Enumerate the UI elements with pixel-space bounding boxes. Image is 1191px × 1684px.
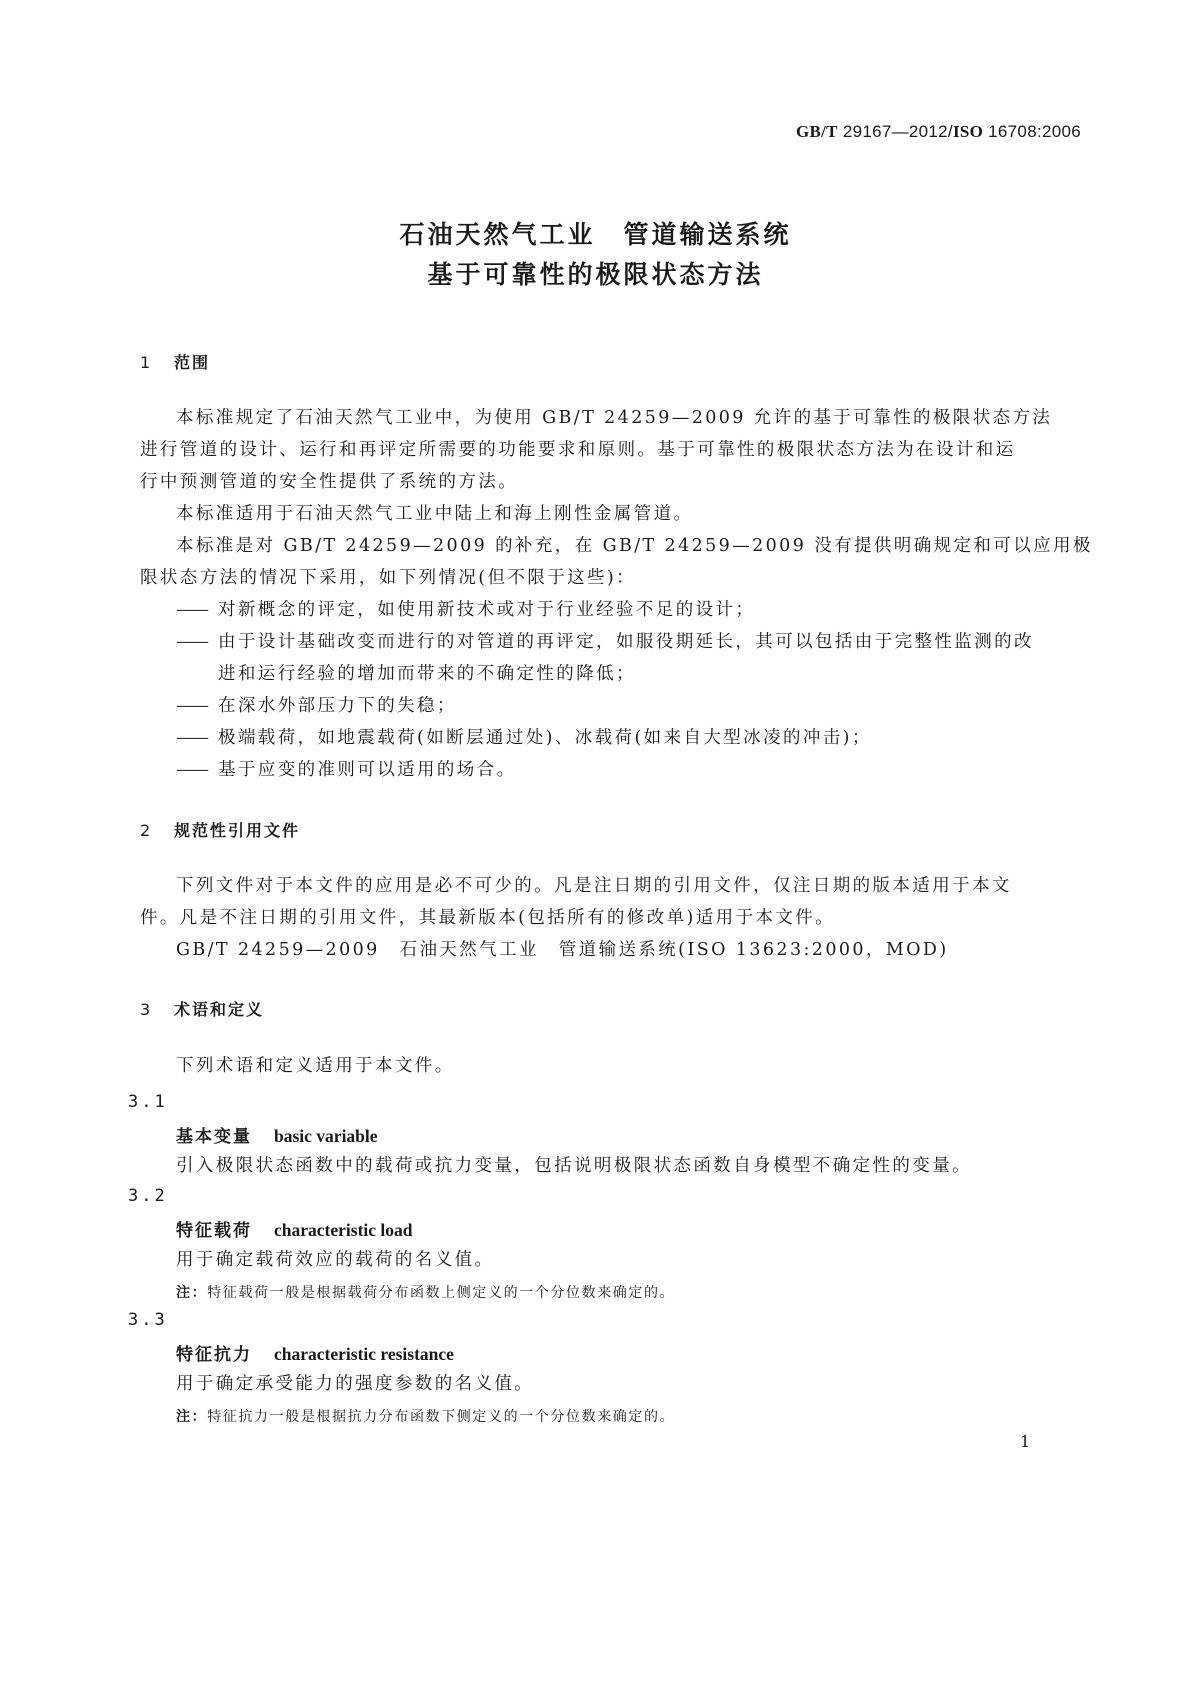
term-definition: 用于确定承受能力的强度参数的名义值。: [176, 1374, 535, 1394]
term-en: characteristic load: [274, 1220, 413, 1240]
paragraph-line: 本标准是对 GB/T 24259—2009 的补充，在 GB/T 24259—2009 没有提供明确规定和可以应用极: [176, 536, 1093, 556]
list-item: —— 由于设计基础改变而进行的对管道的再评定，如服役期延长，其可以包括由于完整性监测的改: [176, 626, 1034, 658]
term-heading: [176, 1122, 378, 1147]
term-number: 3.1: [128, 1092, 168, 1112]
normative-reference: GB/T 24259—2009 石油天然气工业 管道输送系统(ISO 13623:2000，MOD): [176, 940, 949, 960]
section-title: 范围: [174, 353, 211, 372]
document-title-line2: 基于可靠性的极限状态方法: [427, 260, 764, 289]
term-number: 3.2: [128, 1186, 168, 1206]
section-number: 1: [140, 353, 151, 372]
term-en: characteristic resistance: [274, 1344, 454, 1364]
note-label: 注：: [176, 1285, 208, 1301]
iso-number: 16708:2006: [988, 122, 1081, 141]
paragraph-line: 件。凡是不注日期的引用文件，其最新版本(包括所有的修改单)适用于本文件。: [140, 908, 836, 928]
term-zh: 基本变量: [176, 1127, 252, 1147]
paragraph-line: 本标准适用于石油天然气工业中陆上和海上刚性金属管道。: [176, 504, 694, 524]
section-number: 3: [140, 1000, 151, 1019]
paragraph-line: 进行管道的设计、运行和再评定所需要的功能要求和原则。基于可靠性的极限状态方法为在设计和运: [140, 440, 1016, 460]
section-title: 规范性引用文件: [174, 821, 301, 840]
dash-bullet: ——: [176, 632, 207, 652]
list-item: —— 基于应变的准则可以适用的场合。: [176, 754, 517, 786]
paragraph-line: 下列术语和定义适用于本文件。: [176, 1056, 455, 1076]
term-definition: 引入极限状态函数中的载荷或抗力变量，包括说明极限状态函数自身模型不确定性的变量。: [176, 1156, 972, 1176]
dash-bullet: ——: [176, 696, 207, 716]
list-item-continuation: 进和运行经验的增加而带来的不确定性的降低；: [218, 664, 636, 684]
paragraph-line: 限状态方法的情况下采用，如下列情况(但不限于这些)：: [140, 568, 637, 588]
section-heading-3: [140, 997, 264, 1020]
term-definition: 用于确定载荷效应的载荷的名义值。: [176, 1250, 495, 1270]
term-en: basic variable: [274, 1126, 378, 1146]
section-heading-2: [140, 818, 300, 841]
dash-bullet: ——: [176, 760, 207, 780]
term-zh: 特征抗力: [176, 1345, 252, 1365]
iso-prefix: ISO: [952, 122, 984, 141]
std-prefix: GB/T: [795, 122, 838, 141]
term-note: 注：特征载荷一般是根据载荷分布函数上侧定义的一个分位数来确定的。: [176, 1285, 676, 1301]
page-number: 1: [1020, 1432, 1031, 1451]
list-item: —— 在深水外部压力下的失稳；: [176, 690, 457, 722]
std-number: 29167—2012/: [842, 122, 953, 141]
term-note: 注：特征抗力一般是根据抗力分布函数下侧定义的一个分位数来确定的。: [176, 1409, 676, 1425]
term-heading: [176, 1216, 413, 1241]
term-heading: [176, 1340, 454, 1365]
dash-bullet: ——: [176, 600, 207, 620]
document-title-line1: 石油天然气工业 管道输送系统: [399, 220, 792, 249]
section-title: 术语和定义: [174, 1000, 265, 1019]
paragraph-line: 行中预测管道的安全性提供了系统的方法。: [140, 472, 519, 492]
paragraph-line: 下列文件对于本文件的应用是必不可少的。凡是注日期的引用文件，仅注日期的版本适用于本文: [176, 876, 1012, 896]
paragraph-line: 本标准规定了石油天然气工业中，为使用 GB/T 24259—2009 允许的基于可靠性的极限状态方法: [176, 408, 1053, 428]
term-number: 3.3: [128, 1310, 168, 1330]
list-item: —— 极端载荷，如地震载荷(如断层通过处)、冰载荷(如来自大型冰凌的冲击)；: [176, 722, 872, 754]
dash-bullet: ——: [176, 728, 207, 748]
standard-number-header: [796, 122, 1081, 142]
term-zh: 特征载荷: [176, 1221, 252, 1241]
section-number: 2: [140, 821, 151, 840]
section-heading-1: [140, 350, 210, 373]
note-label: 注：: [176, 1409, 208, 1425]
list-item: —— 对新概念的评定，如使用新技术或对于行业经验不足的设计；: [176, 594, 755, 626]
